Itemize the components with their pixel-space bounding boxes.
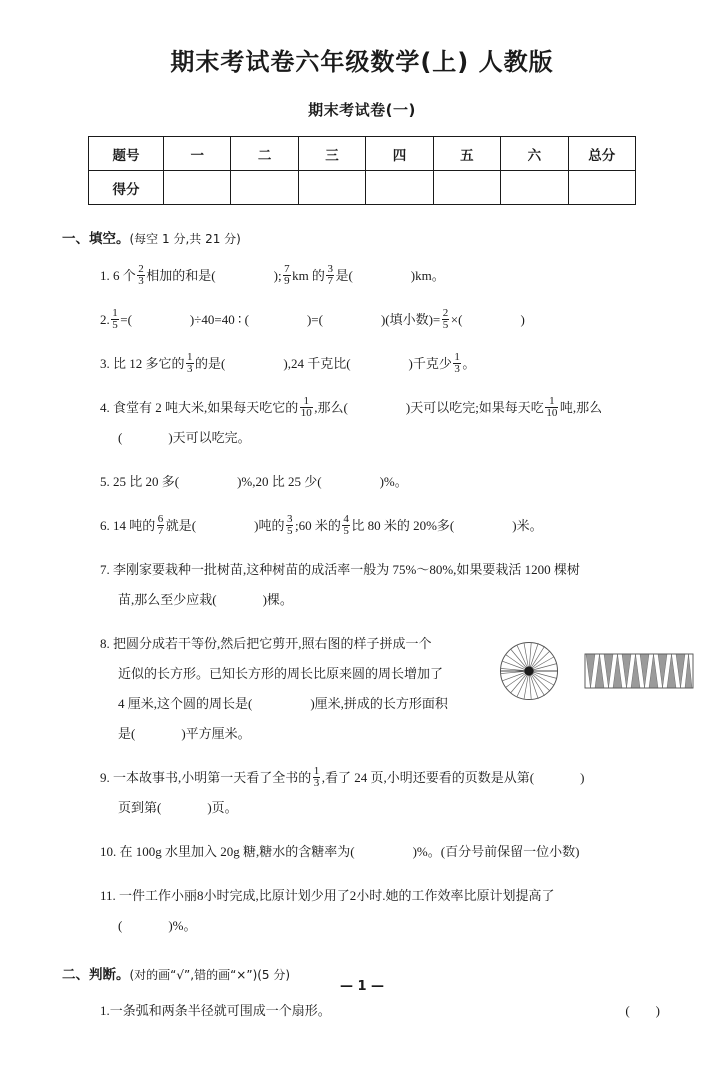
- table-header-col-1: 一: [164, 137, 231, 171]
- question-text-line2: ( )天可以吃完。: [118, 430, 251, 445]
- question-text: )千克少: [408, 356, 452, 371]
- question-text: 。: [462, 356, 476, 371]
- question-text: 就是(: [165, 518, 197, 533]
- question-text: )%,20 比 25 少(: [237, 474, 322, 489]
- fraction-one-third: $\frac{1}{3}$: [187, 350, 193, 376]
- question-text: )天可以吃完;如果每天吃: [405, 400, 544, 415]
- question-text: )km。: [410, 268, 445, 283]
- question-text: 把圆分成若干等份,然后把它剪开,照右图的样子拼成一个: [113, 636, 432, 651]
- question-number: 2.: [100, 312, 110, 327]
- judge-question-1: [100, 997, 660, 1025]
- question-1: [100, 261, 660, 291]
- question-3: [100, 349, 660, 379]
- question-number: 5.: [100, 474, 110, 489]
- question-text: )÷40=40 ∶ (: [189, 312, 249, 327]
- question-text: km 的: [292, 268, 325, 283]
- section-number: 一、: [62, 231, 89, 247]
- question-2: [100, 305, 660, 335]
- section-title: 判断。: [89, 967, 130, 983]
- question-text-line3: 4 厘米,这个圆的周长是( )厘米,拼成的长方形面积: [118, 696, 448, 711]
- fraction-one-tenth: $\frac{1}{10}$: [300, 394, 312, 420]
- score-cell-4[interactable]: [366, 171, 433, 205]
- score-cell-3[interactable]: [298, 171, 365, 205]
- page-subtitle: 期末考试卷(一): [308, 101, 416, 119]
- table-header-label-2: 得分: [89, 171, 164, 205]
- question-text: 1.一条弧和两条半径就可围成一个扇形。: [100, 1003, 331, 1018]
- fraction-three-sevenths: $\frac{3}{7}$: [327, 262, 333, 288]
- section-points: (对的画“√”,错的画“×”)(5 分): [129, 968, 291, 982]
- section-number: 二、: [62, 967, 89, 983]
- question-text-line2: 苗,那么至少应栽( )棵。: [118, 592, 293, 607]
- fraction-two-fifths: $\frac{2}{5}$: [442, 306, 449, 332]
- exam-page: [0, 42, 724, 1066]
- fraction-three-fifths: $\frac{3}{5}$: [286, 512, 293, 538]
- score-cell-6[interactable]: [501, 171, 568, 205]
- question-text: )吨的: [254, 518, 285, 533]
- score-cell-2[interactable]: [231, 171, 298, 205]
- question-number: 10.: [100, 844, 117, 859]
- question-text: ): [580, 770, 585, 785]
- table-header-col-2: 二: [231, 137, 298, 171]
- question-text: )(填小数)=: [380, 312, 441, 327]
- question-text: ;60 米的: [294, 518, 341, 533]
- question-10: [100, 837, 660, 867]
- table-header-col-6: 六: [501, 137, 568, 171]
- question-text: 李刚家要栽种一批树苗,这种树苗的成活率一般为 75%～80%,如果要栽活 1200 棵树: [113, 562, 580, 577]
- score-cell-total[interactable]: [568, 171, 635, 205]
- question-number: 9.: [100, 770, 110, 785]
- question-text: ,看了 24 页,小明还要看的页数是从第(: [321, 770, 535, 785]
- fraction-seven-ninths: $\frac{7}{9}$: [284, 262, 290, 288]
- question-text: 是(: [335, 268, 353, 283]
- question-text: ×(: [450, 312, 463, 327]
- question-number: 4.: [100, 400, 110, 415]
- question-text: )=(: [306, 312, 323, 327]
- question-number: 1.: [100, 268, 110, 283]
- question-text-line4: 是( )平方厘米。: [118, 726, 251, 741]
- question-text: )%。: [379, 474, 408, 489]
- score-table: [88, 136, 636, 205]
- question-text: 相加的和是(: [146, 268, 216, 283]
- fraction-one-fifth: $\frac{1}{5}$: [112, 306, 118, 332]
- table-row-scores: [89, 171, 636, 205]
- question-number: 1.: [100, 1003, 110, 1018]
- fraction-six-sevenths: $\frac{6}{7}$: [157, 512, 164, 538]
- question-8: [100, 629, 510, 749]
- table-header-col-total: 总分: [568, 137, 635, 171]
- question-text: 在 100g 水里加入 20g 糖,糖水的含糖率为(: [119, 844, 355, 859]
- page-footer: — 1 —: [339, 979, 385, 994]
- question-text: );: [273, 268, 282, 283]
- question-text: ): [520, 312, 525, 327]
- question-text-line2: 近似的长方形。已知长方形的周长比原来圆的周长增加了: [118, 666, 444, 681]
- question-text: )米。: [512, 518, 543, 533]
- question-text-line2: 页到第( )页。: [118, 800, 238, 815]
- question-text: 一件工作小丽8小时完成,比原计划少用了2小时.她的工作效率比原计划提高了: [119, 888, 555, 903]
- question-7: [100, 555, 660, 615]
- question-text: 6 个: [113, 268, 136, 283]
- fraction-one-tenth: $\frac{1}{10}$: [546, 394, 558, 420]
- question-text: 25 比 20 多(: [113, 474, 180, 489]
- fraction-four-fifths: $\frac{4}{5}$: [343, 512, 349, 538]
- table-row-question-numbers: [89, 137, 636, 171]
- section-title: 填空。: [89, 231, 130, 247]
- question-text: 食堂有 2 吨大米,如果每天吃它的: [113, 400, 299, 415]
- question-text: ),24 千克比(: [283, 356, 351, 371]
- question-text: )%。(百分号前保留一位小数): [412, 844, 580, 859]
- question-5: [100, 467, 660, 497]
- question-11: [100, 881, 660, 941]
- table-header-label-1: 题号: [89, 137, 164, 171]
- question-text: 14 吨的: [113, 518, 156, 533]
- question-text: 吨,那么: [559, 400, 603, 415]
- question-number: 6.: [100, 518, 110, 533]
- table-header-col-3: 三: [298, 137, 365, 171]
- table-header-col-5: 五: [433, 137, 500, 171]
- answer-blank[interactable]: ( ): [625, 1003, 660, 1018]
- fraction-one-third: $\frac{1}{3}$: [454, 350, 460, 376]
- question-text: ,那么(: [314, 400, 348, 415]
- question-8-figures: [498, 640, 694, 702]
- question-text-line2: ( )%。: [118, 918, 197, 933]
- question-number: 3.: [100, 356, 110, 371]
- rearranged-rectangle-icon: [584, 651, 694, 691]
- section-points: (每空 1 分,共 21 分): [129, 232, 241, 246]
- fraction-one-third: $\frac{1}{3}$: [313, 764, 320, 790]
- score-cell-5[interactable]: [433, 171, 500, 205]
- question-text: 一本故事书,小明第一天看了全书的: [113, 770, 312, 785]
- question-9: [100, 763, 660, 823]
- table-header-col-4: 四: [366, 137, 433, 171]
- question-text: =(: [120, 312, 132, 327]
- question-text: 的是(: [195, 356, 226, 371]
- score-cell-1[interactable]: [164, 171, 231, 205]
- section-header-fill-in-blank: [62, 227, 724, 247]
- question-number: 11.: [100, 888, 116, 903]
- question-6: [100, 511, 660, 541]
- question-number: 7.: [100, 562, 110, 577]
- question-4: [100, 393, 660, 453]
- question-text: 比 80 米的 20%多(: [351, 518, 455, 533]
- divided-circle-icon: [498, 640, 560, 702]
- page-title: 期末考试卷六年级数学(上) 人教版: [170, 48, 554, 76]
- question-number: 8.: [100, 636, 110, 651]
- question-text: 比 12 多它的: [113, 356, 185, 371]
- fraction-two-thirds: $\frac{2}{3}$: [138, 262, 144, 288]
